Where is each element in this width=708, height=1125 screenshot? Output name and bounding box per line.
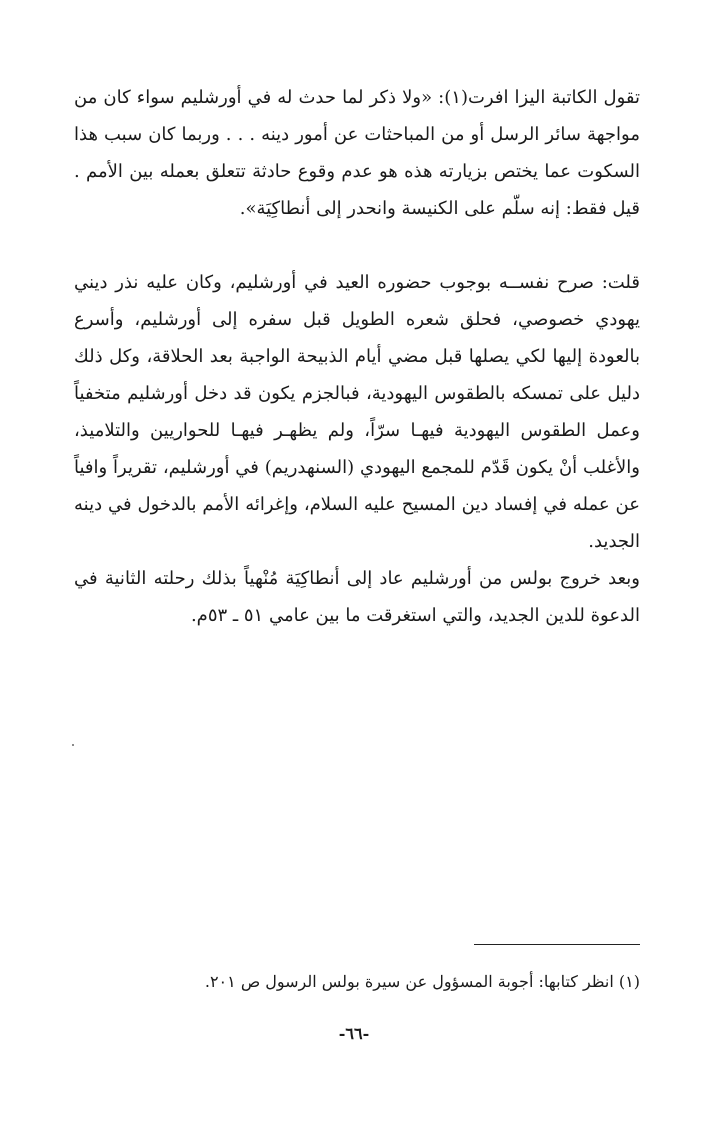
paragraph-return-journey: وبعد خروج بولس من أورشليم عاد إلى أنطاكِيَة مُنْهياً بذلك رحلته الثانية في الدعوة للدين الجديد، والتي استغرقت ما بين عامي ٥١ ـ ٥٣م.	[74, 568, 640, 626]
paragraph-commentary: قلت: صرح نفســه بوجوب حضوره العيد في أورشليم، وكان عليه نذر ديني يهودي خصوصي، فحلق شعره الطويل قبل سفره إلى أورشليم، وأسرع بالعودة إليها لكي يصلها قبل مضي أيام الذبيحة الواجبة بعد الحلاقة، وكل ذلك دليل على تمسكه بالطقوس اليهودية، فبالجزم يكون قد دخل أورشليم متخفياً وعمل الطقوس اليهودية فيهـا سرّاً، ولم يظهـر فيهـا للحواريين والتلاميذ، والأغلب أنْ يكون قَدّم للمجمع اليهودي (السنهدريم) في أورشليم، تقريراً وافياً عن عمله في إفساد دين المسيح عليه السلام، وإغرائه الأمم بالدخول في دينه الجديد.	[74, 272, 640, 552]
footnote: (١) انظر كتابها: أجوبة المسؤول عن سيرة بولس الرسول ص ٢٠١.	[204, 972, 640, 991]
page-number: -٦٦-	[338, 1024, 370, 1043]
paragraph-quote: تقول الكاتبة اليزا افرت(١): «ولا ذكر لما حدث له في أورشليم سواء كان من مواجهة سائر الرسل أو من المباحثات عن أمور دينه . . . وربما كان سبب هذا السكوت عما يختص بزيارته هذه هو عدم وقوع حادثة تتعلق بعمله بين الأمم . قيل فقط: إنه سلّم على الكنيسة وانحدر إلى أنطاكِيَة».	[74, 87, 641, 219]
footnote-separator	[474, 944, 640, 945]
scan-speck	[72, 744, 74, 746]
